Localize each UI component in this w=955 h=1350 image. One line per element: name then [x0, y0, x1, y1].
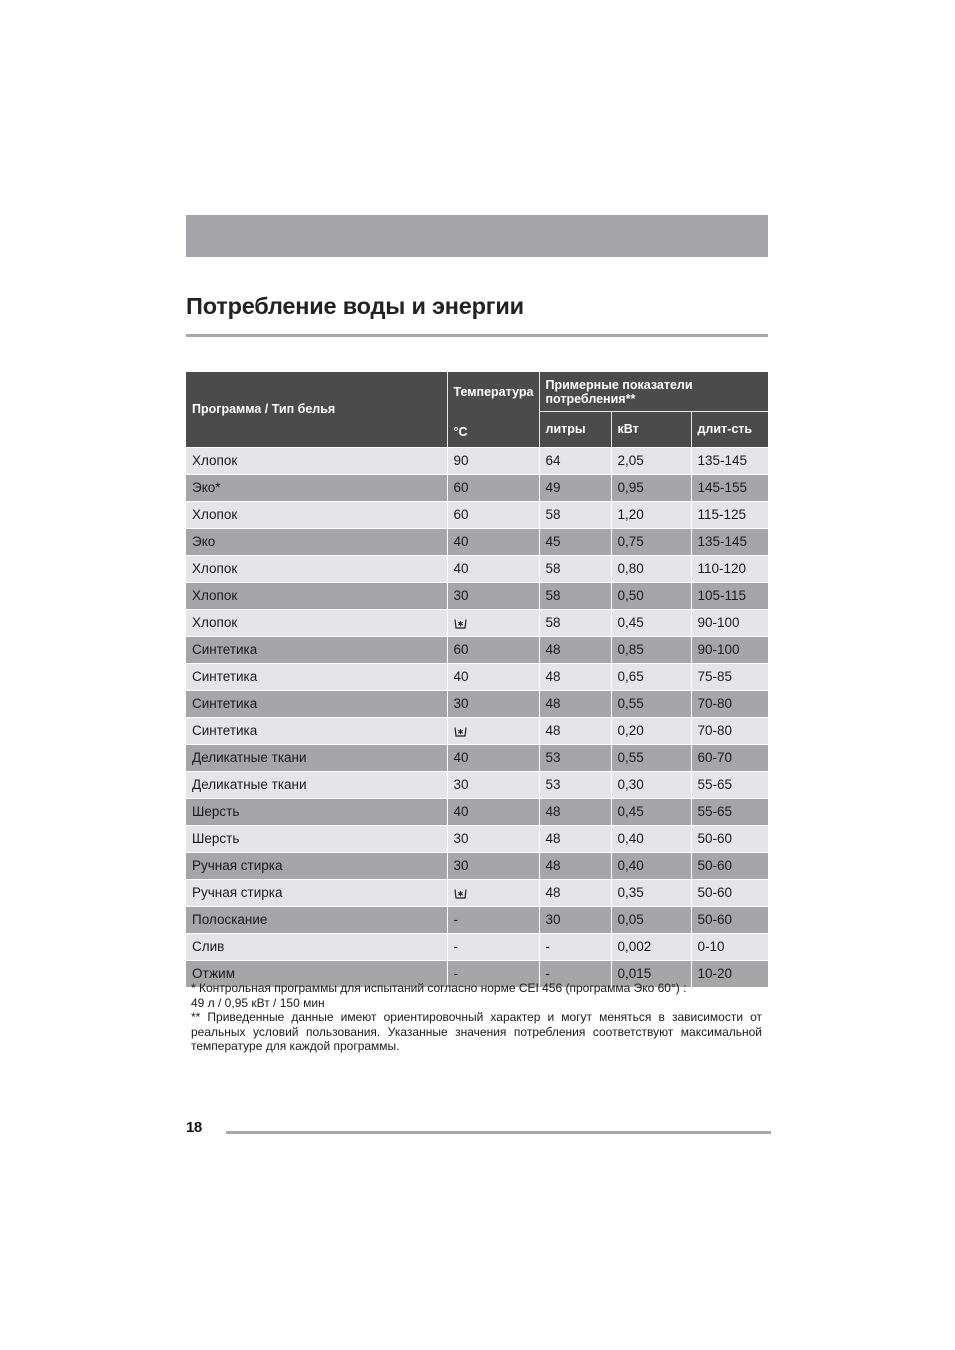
cell-duration: 50-60 — [691, 906, 768, 933]
cell-kwh: 0,015 — [611, 960, 691, 987]
cold-wash-icon — [454, 726, 467, 737]
cell-duration: 50-60 — [691, 825, 768, 852]
cell-temperature: 60 — [447, 501, 539, 528]
cell-liters: 45 — [539, 528, 611, 555]
table-row — [186, 582, 768, 609]
cell-temperature: 40 — [447, 663, 539, 690]
table-row — [186, 447, 768, 474]
cell-program: Ручная стирка — [186, 879, 447, 906]
cell-temperature: 30 — [447, 582, 539, 609]
top-gray-band — [186, 215, 768, 257]
cell-kwh: 0,75 — [611, 528, 691, 555]
cell-program: Хлопок — [186, 609, 447, 636]
footnote-2: ** Приведенные данные имеют ориентировочный характер и могут меняться в зависимости от реальных условий пользования. Указанные значения потребления соответствуют максимальной температуре для каждой программы. — [191, 1010, 762, 1053]
cell-liters: 53 — [539, 744, 611, 771]
table-row — [186, 771, 768, 798]
cell-liters: 30 — [539, 906, 611, 933]
cell-liters: 58 — [539, 501, 611, 528]
cell-kwh: 2,05 — [611, 447, 691, 474]
cell-kwh: 0,55 — [611, 690, 691, 717]
table-row — [186, 744, 768, 771]
cell-duration: 0-10 — [691, 933, 768, 960]
cell-temperature: 30 — [447, 771, 539, 798]
cell-program: Шерсть — [186, 798, 447, 825]
table-row — [186, 528, 768, 555]
cell-liters: 48 — [539, 825, 611, 852]
table-row — [186, 906, 768, 933]
cell-kwh: 0,45 — [611, 609, 691, 636]
cell-duration: 70-80 — [691, 690, 768, 717]
cell-temperature — [447, 879, 539, 906]
header-kwh: кВт — [611, 412, 691, 448]
cell-program: Слив — [186, 933, 447, 960]
cell-liters: 48 — [539, 879, 611, 906]
cell-liters: 48 — [539, 798, 611, 825]
cell-temperature — [447, 717, 539, 744]
cell-temperature: 30 — [447, 825, 539, 852]
cell-liters: 48 — [539, 852, 611, 879]
table-row — [186, 879, 768, 906]
cell-duration: 135-145 — [691, 447, 768, 474]
page-title: Потребление воды и энергии — [186, 293, 524, 319]
cell-liters: 48 — [539, 636, 611, 663]
cell-duration: 70-80 — [691, 717, 768, 744]
cell-duration: 90-100 — [691, 609, 768, 636]
table-row — [186, 501, 768, 528]
title-underline — [186, 334, 768, 337]
table-row — [186, 663, 768, 690]
cold-wash-icon — [454, 618, 467, 629]
cell-liters: 58 — [539, 555, 611, 582]
cell-program: Деликатные ткани — [186, 771, 447, 798]
cell-duration: 105-115 — [691, 582, 768, 609]
header-duration: длит-сть — [691, 412, 768, 448]
table-row — [186, 852, 768, 879]
cell-program: Отжим — [186, 960, 447, 987]
cold-wash-icon — [454, 888, 467, 899]
cell-liters: 48 — [539, 690, 611, 717]
cell-program: Эко — [186, 528, 447, 555]
cell-temperature: 90 — [447, 447, 539, 474]
footnote-1-line-1: * Контрольная программы для испытаний согласно норме CEI 456 (программа Эко 60°) : — [191, 981, 687, 995]
cell-liters: 58 — [539, 609, 611, 636]
cell-kwh: 0,002 — [611, 933, 691, 960]
cell-duration: 90-100 — [691, 636, 768, 663]
footnote-1-line-2: 49 л / 0,95 кВт / 150 мин — [191, 995, 325, 1010]
cell-program: Полоскание — [186, 906, 447, 933]
cell-liters: - — [539, 960, 611, 987]
cell-temperature: 40 — [447, 798, 539, 825]
cell-temperature: 40 — [447, 555, 539, 582]
table-row — [186, 636, 768, 663]
cell-program: Синтетика — [186, 717, 447, 744]
cell-kwh: 0,80 — [611, 555, 691, 582]
cell-program: Хлопок — [186, 582, 447, 609]
header-liters: литры — [539, 412, 611, 448]
table-body — [186, 447, 768, 987]
cell-liters: 48 — [539, 717, 611, 744]
cell-kwh: 0,95 — [611, 474, 691, 501]
cell-kwh: 0,40 — [611, 852, 691, 879]
cell-duration: 55-65 — [691, 798, 768, 825]
cell-kwh: 0,30 — [611, 771, 691, 798]
cell-program: Эко* — [186, 474, 447, 501]
cell-temperature: 40 — [447, 528, 539, 555]
table-row — [186, 717, 768, 744]
cell-liters: 64 — [539, 447, 611, 474]
cell-kwh: 0,20 — [611, 717, 691, 744]
cell-temperature: 60 — [447, 636, 539, 663]
cell-duration: 115-125 — [691, 501, 768, 528]
cell-kwh: 0,35 — [611, 879, 691, 906]
cell-temperature: 40 — [447, 744, 539, 771]
cell-program: Синтетика — [186, 636, 447, 663]
cell-liters: 49 — [539, 474, 611, 501]
cell-temperature — [447, 609, 539, 636]
table-row — [186, 690, 768, 717]
cell-program: Деликатные ткани — [186, 744, 447, 771]
cell-kwh: 0,50 — [611, 582, 691, 609]
cell-kwh: 0,45 — [611, 798, 691, 825]
cell-program: Хлопок — [186, 555, 447, 582]
cell-temperature: - — [447, 906, 539, 933]
cell-program: Синтетика — [186, 663, 447, 690]
cell-program: Синтетика — [186, 690, 447, 717]
cell-program: Хлопок — [186, 447, 447, 474]
cell-kwh: 0,55 — [611, 744, 691, 771]
cell-liters: 53 — [539, 771, 611, 798]
cell-temperature: 30 — [447, 690, 539, 717]
cell-duration: 135-145 — [691, 528, 768, 555]
cell-duration: 110-120 — [691, 555, 768, 582]
header-temperature-unit: °C — [447, 412, 539, 448]
header-temperature: Температура — [447, 372, 539, 412]
page-number: 18 — [186, 1119, 202, 1136]
table-row — [186, 609, 768, 636]
cell-temperature: 30 — [447, 852, 539, 879]
cell-temperature: - — [447, 960, 539, 987]
consumption-table — [186, 372, 768, 987]
header-consumption: Примерные показатели потребления** — [539, 372, 768, 412]
cell-kwh: 0,85 — [611, 636, 691, 663]
cell-program: Ручная стирка — [186, 852, 447, 879]
cell-duration: 50-60 — [691, 879, 768, 906]
footer-rule — [226, 1131, 771, 1134]
cell-temperature: - — [447, 933, 539, 960]
cell-duration: 75-85 — [691, 663, 768, 690]
cell-program: Шерсть — [186, 825, 447, 852]
cell-duration: 50-60 — [691, 852, 768, 879]
cell-duration: 145-155 — [691, 474, 768, 501]
cell-kwh: 0,40 — [611, 825, 691, 852]
cell-duration: 60-70 — [691, 744, 768, 771]
cell-program: Хлопок — [186, 501, 447, 528]
cell-kwh: 0,05 — [611, 906, 691, 933]
table-row — [186, 474, 768, 501]
cell-kwh: 0,65 — [611, 663, 691, 690]
table-row — [186, 825, 768, 852]
header-program: Программа / Тип белья — [186, 372, 447, 447]
table-row — [186, 798, 768, 825]
table-row — [186, 933, 768, 960]
cell-duration: 10-20 — [691, 960, 768, 987]
footnotes — [191, 981, 762, 1054]
cell-liters: - — [539, 933, 611, 960]
cell-temperature: 60 — [447, 474, 539, 501]
cell-duration: 55-65 — [691, 771, 768, 798]
table-row — [186, 555, 768, 582]
cell-kwh: 1,20 — [611, 501, 691, 528]
cell-liters: 48 — [539, 663, 611, 690]
cell-liters: 58 — [539, 582, 611, 609]
